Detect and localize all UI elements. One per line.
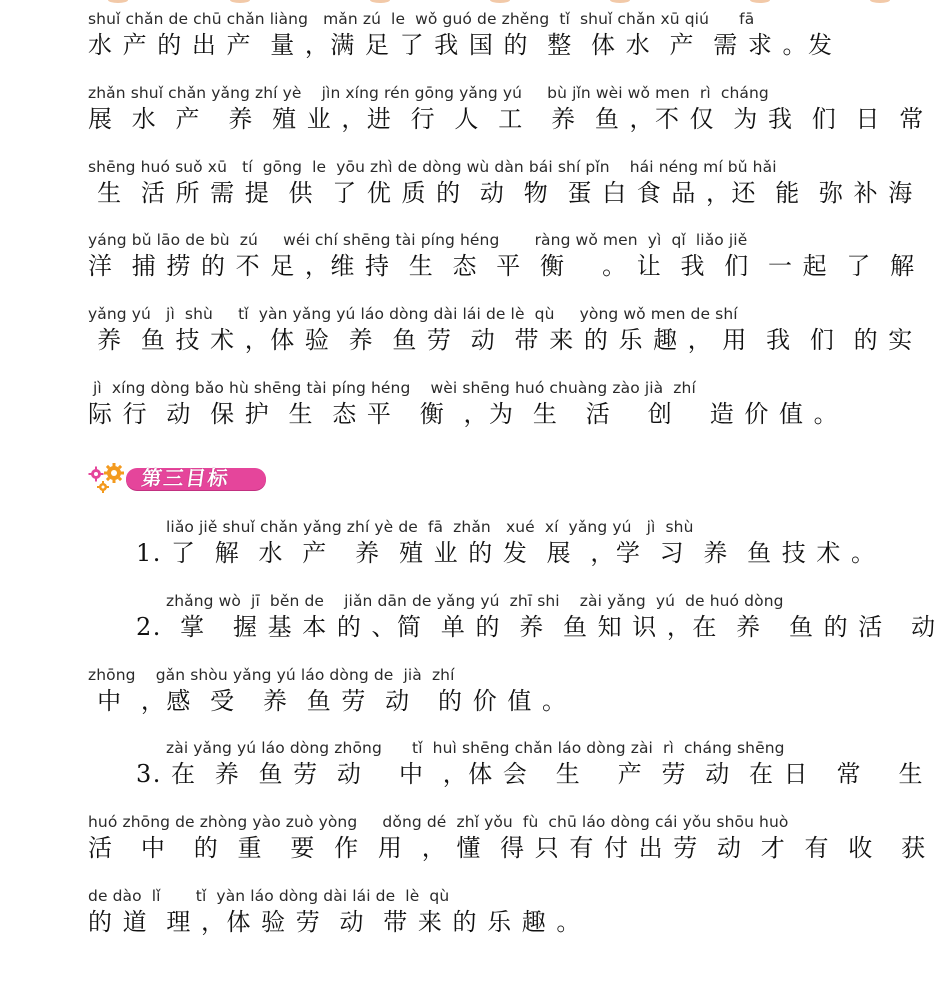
pinyin-text: shēng huó suǒ xū tí gōng le yōu zhì de dòng wù dàn bái shí pǐn hái néng mí bǔ hǎi bbox=[88, 158, 777, 176]
pinyin-text: zài yǎng yú láo dòng zhōng tǐ huì shēng chǎn láo dòng zài rì cháng shēng bbox=[166, 739, 785, 757]
hanzi-text: 3. 在 养 鱼 劳 动 中 ，体 会 生 产 劳 动 在 日 常 生 bbox=[136, 760, 925, 788]
pinyin-text: shuǐ chǎn de chū chǎn liàng mǎn zú le wǒ guó de zhěng tǐ shuǐ chǎn xū qiú fā bbox=[88, 10, 755, 28]
section-title: 第三目标 bbox=[140, 466, 232, 490]
goal-3-line-2 bbox=[88, 813, 927, 863]
hanzi-text: 2. 掌 握 基 本 的 、简 单 的 养 鱼 知 识 ，在 养 鱼 的 活 动 bbox=[136, 613, 937, 641]
hanzi-text: 中 ，感 受 养 鱼 劳 动 的 价 值 。 bbox=[88, 687, 568, 715]
gears-icon bbox=[86, 460, 128, 494]
paragraph-line-5 bbox=[88, 305, 914, 355]
hanzi-text: 活 中 的 重 要 作 用 ， 懂 得 只 有 付 出 劳 动 才 有 收 获 bbox=[88, 834, 927, 862]
hanzi-text: 洋 捕 捞 的 不 足 ，维 持 生 态 平 衡 。 让 我 们 一 起 了 解 bbox=[88, 252, 916, 280]
hanzi-text: 展 水 产 养 殖 业 ，进 行 人 工 养 鱼 ，不 仅 为 我 们 日 常 bbox=[88, 105, 925, 133]
hanzi-text: 水 产 的 出 产 量 ，满 足 了 我 国 的 整 体 水 产 需 求 。发 bbox=[88, 31, 834, 59]
hanzi-text: 生 活 所 需 提 供 了 优 质 的 动 物 蛋 白 食 品 ，还 能 弥 补 海 bbox=[88, 179, 914, 207]
hanzi-text: 际 行 动 保 护 生 态 平 衡 ，为 生 活 创 造 价 值 。 bbox=[88, 400, 840, 428]
paragraph-line-1 bbox=[88, 10, 860, 60]
hanzi-text: 1. 了 解 水 产 养 殖 业 的 发 展 ，学 习 养 鱼 技 术 。 bbox=[136, 539, 877, 567]
goal-3-line-1 bbox=[136, 739, 925, 789]
paragraph-line-4 bbox=[88, 231, 916, 281]
pinyin-text: yáng bǔ lāo de bù zú wéi chí shēng tài píng héng ràng wǒ men yì qǐ liǎo jiě bbox=[88, 231, 748, 249]
pinyin-text: huó zhōng de zhòng yào zuò yòng dǒng dé zhǐ yǒu fù chū láo dòng cái yǒu shōu huò bbox=[88, 813, 789, 831]
section-header bbox=[86, 456, 276, 496]
pinyin-text: de dào lǐ tǐ yàn láo dòng dài lái de lè qù bbox=[88, 887, 450, 905]
pinyin-text: zhǎng wò jī běn de jiǎn dān de yǎng yú zhī shi zài yǎng yú de huó dòng bbox=[166, 592, 784, 610]
goal-2-line-1 bbox=[136, 592, 937, 642]
top-decoration bbox=[0, 0, 947, 6]
paragraph-line-2 bbox=[88, 84, 925, 134]
hanzi-text: 的 道 理 ，体 验 劳 动 带 来 的 乐 趣 。 bbox=[88, 908, 582, 936]
pinyin-text: zhōng gǎn shòu yǎng yú láo dòng de jià zhí bbox=[88, 666, 455, 684]
goal-3-line-3 bbox=[88, 887, 860, 937]
paragraph-line-6 bbox=[88, 379, 860, 429]
pinyin-text: liǎo jiě shuǐ chǎn yǎng zhí yè de fā zhǎn xué xí yǎng yú jì shù bbox=[166, 518, 694, 536]
goal-1-line-1 bbox=[136, 518, 877, 568]
pinyin-text: jì xíng dòng bǎo hù shēng tài píng héng wèi shēng huó chuàng zào jià zhí bbox=[88, 379, 696, 397]
pinyin-text: yǎng yú jì shù tǐ yàn yǎng yú láo dòng dài lái de lè qù yòng wǒ men de shí bbox=[88, 305, 738, 323]
hanzi-text: 养 鱼 技 术 ，体 验 养 鱼 劳 动 带 来 的 乐 趣 ， 用 我 们 的 实 bbox=[88, 326, 914, 354]
paragraph-line-3 bbox=[88, 158, 914, 208]
pinyin-text: zhǎn shuǐ chǎn yǎng zhí yè jìn xíng rén gōng yǎng yú bù jǐn wèi wǒ men rì cháng bbox=[88, 84, 769, 102]
goal-2-line-2 bbox=[88, 666, 860, 716]
